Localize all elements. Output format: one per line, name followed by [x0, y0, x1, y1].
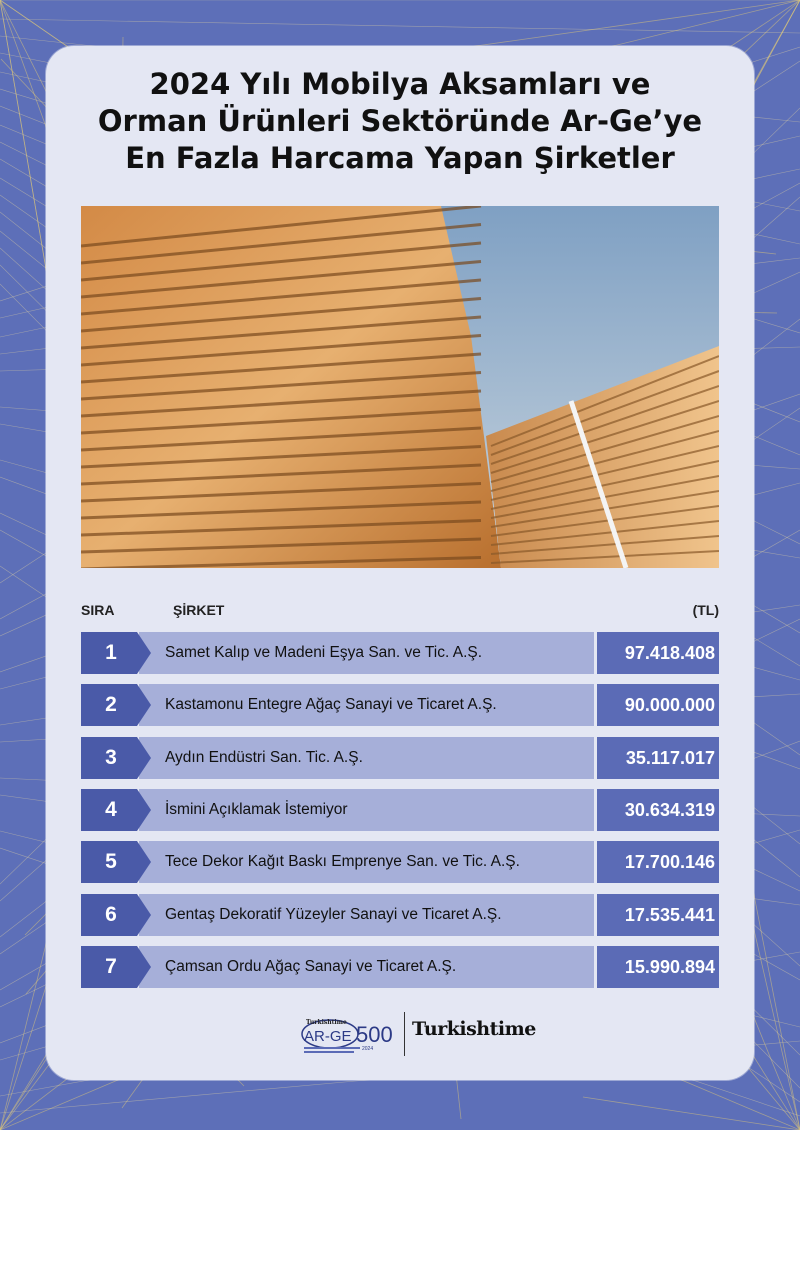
- rank-number: 1: [105, 641, 117, 664]
- amount-cell: 15.990.894: [597, 946, 719, 988]
- amount-cell: 17.535.441: [597, 894, 719, 936]
- company-cell: [139, 946, 594, 988]
- amount-cell: 17.700.146: [597, 841, 719, 883]
- svg-text:Turkishtime: Turkishtime: [306, 1019, 347, 1026]
- company-cell: [139, 789, 594, 831]
- company-name: Tece Dekor Kağıt Baskı Emprenye San. ve Tic. A.Ş.: [165, 853, 520, 871]
- rank-number: 7: [105, 954, 117, 978]
- lumber-stack-photo: [81, 206, 719, 568]
- svg-text:2024: 2024: [362, 1046, 374, 1052]
- company-name: Aydın Endüstri San. Tic. A.Ş.: [165, 748, 363, 766]
- title-line-3: En Fazla Harcama Yapan Şirketler: [125, 141, 675, 175]
- page-title: [46, 66, 754, 177]
- rank-number: 3: [105, 745, 117, 769]
- table-row: [81, 894, 719, 936]
- title-line-1: 2024 Yılı Mobilya Aksamları ve: [149, 67, 651, 101]
- company-name: Gentaş Dekoratif Yüzeyler Sanayi ve Ticaret A.Ş.: [165, 905, 502, 923]
- amount-cell: 30.634.319: [597, 789, 719, 831]
- column-header-amount: (TL): [692, 602, 719, 618]
- table-row: [81, 684, 719, 726]
- table-row: [81, 946, 719, 988]
- company-cell: [139, 737, 594, 779]
- title-line-2: Orman Ürünleri Sektöründe Ar-Ge’ye: [97, 104, 703, 138]
- footer-logos: [300, 1010, 536, 1058]
- table-row: [81, 789, 719, 831]
- rank-number: 6: [105, 902, 117, 926]
- table-row: [81, 841, 719, 883]
- company-name: İsmini Açıklamak İstemiyor: [165, 800, 348, 818]
- column-header-company: ŞİRKET: [173, 602, 225, 618]
- company-name: Samet Kalıp ve Madeni Eşya San. ve Tic. A.Ş.: [165, 644, 483, 661]
- company-cell: [139, 841, 594, 883]
- amount-cell: 35.117.017: [597, 737, 719, 779]
- company-cell: [139, 894, 594, 936]
- rank-number: 2: [105, 693, 117, 717]
- company-name: Kastamonu Entegre Ağaç Sanayi ve Ticaret A.Ş.: [165, 696, 497, 714]
- company-cell: [139, 632, 594, 674]
- column-header-rank: SIRA: [81, 602, 115, 618]
- svg-text:500: 500: [356, 1022, 393, 1047]
- svg-text:AR-GE: AR-GE: [304, 1028, 352, 1045]
- turkishtime-logo: Turkishtime: [412, 1018, 536, 1040]
- company-name: Çamsan Ordu Ağaç Sanayi ve Ticaret A.Ş.: [165, 957, 457, 975]
- table-row: [81, 737, 719, 779]
- rank-number: 4: [105, 797, 117, 821]
- infographic-card: [46, 46, 754, 1080]
- amount-cell: 90.000.000: [597, 684, 719, 726]
- arge-500-logo: [300, 1014, 396, 1056]
- company-cell: [139, 684, 594, 726]
- rank-number: 5: [105, 850, 117, 874]
- table-row: [81, 632, 719, 674]
- logo-divider: [404, 1012, 405, 1056]
- amount-cell: 97.418.408: [597, 632, 719, 674]
